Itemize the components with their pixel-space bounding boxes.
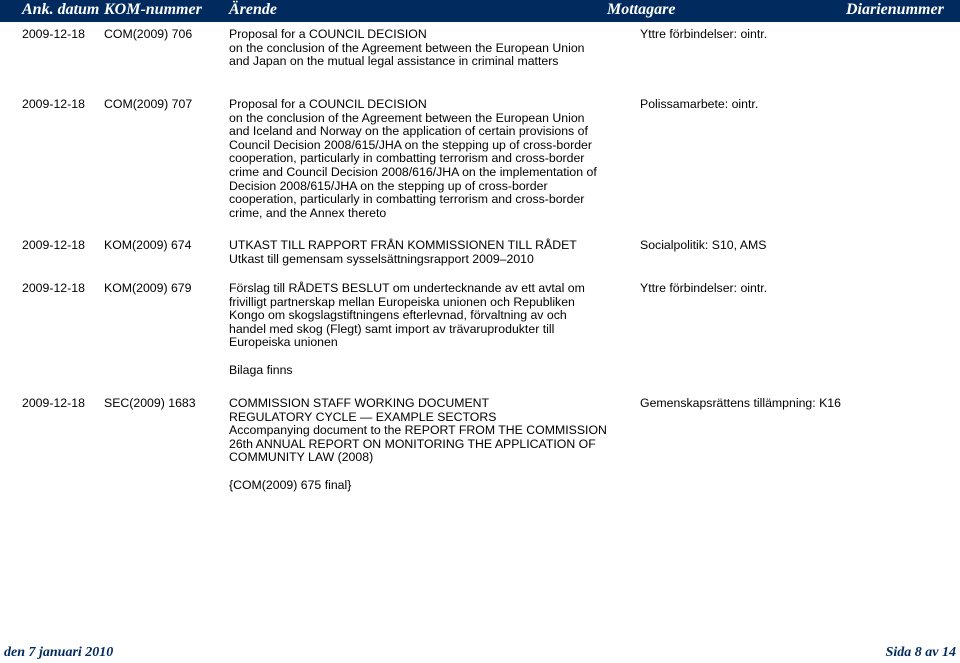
row-subject bbox=[229, 239, 577, 266]
row-recipient: Gemenskapsrättens tillämpning: K16 bbox=[640, 396, 841, 410]
header-recipient: Mottagare bbox=[607, 1, 676, 18]
subject-line: COMMISSION STAFF WORKING DOCUMENT bbox=[229, 396, 490, 410]
subject-line: cooperation, particularly in combatting terrorism and cross-border bbox=[229, 192, 585, 207]
subject-line: cooperation, particularly in combatting terrorism and cross-border bbox=[229, 151, 585, 166]
row-date: 2009-12-18 bbox=[22, 238, 85, 252]
row-subject bbox=[229, 28, 585, 69]
footer-date: den 7 januari 2010 bbox=[4, 645, 114, 660]
subject-line: REGULATORY CYCLE — EXAMPLE SECTORS bbox=[229, 409, 497, 424]
row-number: COM(2009) 706 bbox=[104, 27, 193, 41]
subject-line: Proposal for a COUNCIL DECISION bbox=[229, 27, 427, 41]
row-subject bbox=[229, 397, 607, 492]
subject-line: Decision 2008/615/JHA on the stepping up of cross-border bbox=[229, 178, 548, 193]
subject-attachment: Bilaga finns bbox=[229, 362, 293, 377]
subject-line: frivilligt partnerskap mellan Europeiska unionen och Republiken bbox=[229, 294, 575, 309]
page-footer bbox=[0, 643, 960, 663]
row-recipient: Socialpolitik: S10, AMS bbox=[640, 238, 767, 252]
header-subject: Ärende bbox=[229, 1, 277, 18]
subject-line: on the conclusion of the Agreement between the European Union bbox=[229, 40, 585, 55]
subject-line: crime and Council Decision 2008/616/JHA on the implementation of bbox=[229, 164, 597, 179]
subject-line: UTKAST TILL RAPPORT FRÅN KOMMISSIONEN TILL RÅDET bbox=[229, 238, 577, 252]
subject-line: and Iceland and Norway on the application of certain provisions of bbox=[229, 124, 588, 139]
row-subject bbox=[229, 98, 597, 220]
row-date: 2009-12-18 bbox=[22, 281, 85, 295]
footer-page-number: Sida 8 av 14 bbox=[885, 645, 956, 660]
row-recipient: Yttre förbindelser: ointr. bbox=[640, 27, 768, 41]
subject-line: Proposal for a COUNCIL DECISION bbox=[229, 97, 427, 111]
subject-spacer bbox=[229, 465, 607, 479]
subject-line: COMMUNITY LAW (2008) bbox=[229, 450, 374, 465]
subject-line: Europeiska unionen bbox=[229, 335, 338, 350]
subject-line: on the conclusion of the Agreement between the European Union bbox=[229, 110, 585, 125]
subject-line: Utkast till gemensam sysselsättningsrapport 2009–2010 bbox=[229, 251, 534, 266]
header-registry: Diarienummer bbox=[846, 1, 944, 18]
subject-line: handel med skog (Flegt) samt import av trävaruprodukter till bbox=[229, 321, 555, 336]
subject-line: crime, and the Annex thereto bbox=[229, 205, 387, 220]
row-date: 2009-12-18 bbox=[22, 27, 85, 41]
subject-spacer bbox=[229, 350, 585, 364]
row-subject bbox=[229, 282, 585, 377]
row-number: KOM(2009) 679 bbox=[104, 281, 192, 295]
subject-line: Förslag till RÅDETS BESLUT om undertecknande av ett avtal om bbox=[229, 281, 585, 295]
row-number: SEC(2009) 1683 bbox=[104, 396, 196, 410]
subject-line: Council Decision 2008/615/JHA on the stepping up of cross-border bbox=[229, 137, 592, 152]
table-header bbox=[0, 0, 960, 22]
row-number: KOM(2009) 674 bbox=[104, 238, 192, 252]
row-date: 2009-12-18 bbox=[22, 396, 85, 410]
subject-line: Accompanying document to the REPORT FROM THE COMMISSION bbox=[229, 423, 607, 438]
header-date: Ank. datum bbox=[22, 1, 100, 18]
header-number: KOM-nummer bbox=[104, 1, 202, 18]
row-recipient: Yttre förbindelser: ointr. bbox=[640, 281, 768, 295]
row-recipient: Polissamarbete: ointr. bbox=[640, 97, 759, 111]
subject-reference: {COM(2009) 675 final} bbox=[229, 477, 352, 492]
subject-line: and Japan on the mutual legal assistance in criminal matters bbox=[229, 54, 559, 69]
row-number: COM(2009) 707 bbox=[104, 97, 193, 111]
subject-line: 26th ANNUAL REPORT ON MONITORING THE APPLICATION OF bbox=[229, 436, 596, 451]
row-date: 2009-12-18 bbox=[22, 97, 85, 111]
subject-line: Kongo om skogslagstiftningens efterlevnad, förvaltning av och bbox=[229, 308, 567, 323]
